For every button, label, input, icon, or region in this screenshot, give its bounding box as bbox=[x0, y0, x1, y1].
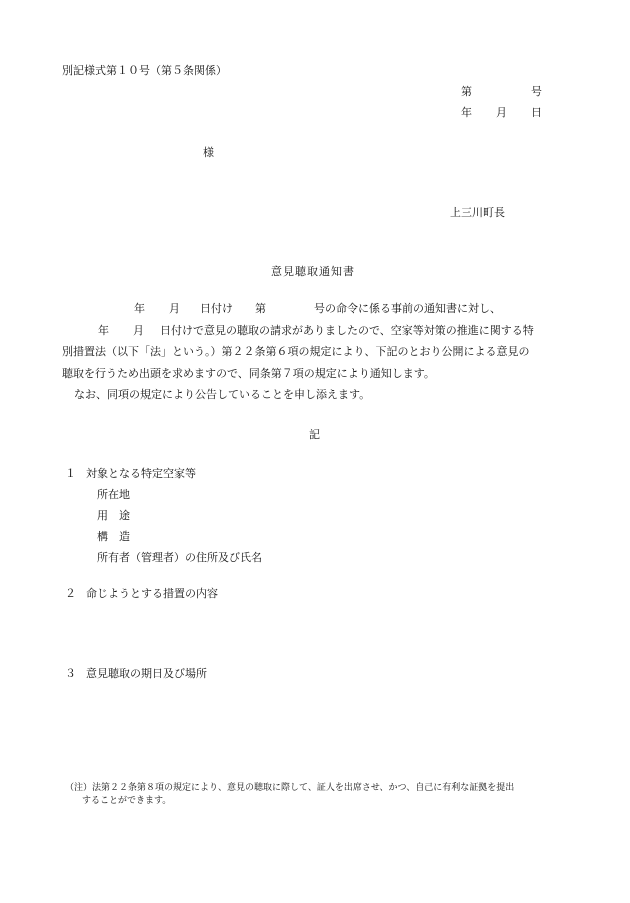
sub-item-location: 所在地 bbox=[97, 488, 130, 501]
item-3 bbox=[65, 667, 207, 681]
body-line-4: 聴取を行うため出頭を求めますので、同条第７項の規定により通知します。 bbox=[62, 366, 435, 380]
ki-heading: 記 bbox=[309, 428, 320, 441]
sender-name: 上三川町長 bbox=[450, 206, 505, 219]
doc-number-prefix: 第 bbox=[461, 85, 472, 98]
body-line-1: 年 月 日付け 第 号の命令に係る事前の通知書に対し、 bbox=[134, 302, 501, 315]
item-1-number: １ bbox=[65, 467, 76, 480]
date-month: 月 bbox=[496, 106, 507, 119]
item-2-number: ２ bbox=[65, 587, 76, 600]
doc-number-suffix: 号 bbox=[531, 85, 542, 98]
sub-item-structure: 構 造 bbox=[97, 530, 130, 543]
date-year: 年 bbox=[461, 106, 472, 119]
footnote-line-1: （注）法第２２条第８項の規定により、意見の聴取に際して、証人を出席させ、かつ、自己に有利な証拠を提出 bbox=[65, 783, 515, 793]
item-2 bbox=[65, 587, 218, 601]
body-paragraph-2: なお、同項の規定により公告していることを申し添えます。 bbox=[74, 388, 371, 401]
date-day: 日 bbox=[531, 106, 542, 119]
recipient-suffix: 様 bbox=[203, 146, 214, 159]
form-label: 別記様式第１０号（第５条関係） bbox=[62, 64, 227, 77]
body-line-2: 年 月 日付けで意見の聴取の請求がありましたので、空家等対策の推進に関する特 bbox=[98, 323, 534, 337]
body-line-3: 別措置法（以下「法」という。）第２２条第６項の規定により、下記のとおり公開による意見の bbox=[62, 345, 530, 358]
footnote-line-2: することができます。 bbox=[82, 795, 172, 806]
item-3-number: ３ bbox=[65, 667, 76, 680]
document-title: 意見聴取通知書 bbox=[271, 265, 355, 278]
footnote bbox=[65, 782, 580, 807]
item-1-label: 対象となる特定空家等 bbox=[86, 467, 196, 480]
item-3-label: 意見聴取の期日及び場所 bbox=[86, 667, 207, 680]
body-text bbox=[62, 298, 572, 406]
sub-item-usage: 用 途 bbox=[97, 509, 130, 522]
item-1 bbox=[65, 467, 196, 481]
sub-item-owner: 所有者（管理者）の住所及び氏名 bbox=[97, 551, 262, 564]
item-2-label: 命じようとする措置の内容 bbox=[86, 587, 218, 600]
